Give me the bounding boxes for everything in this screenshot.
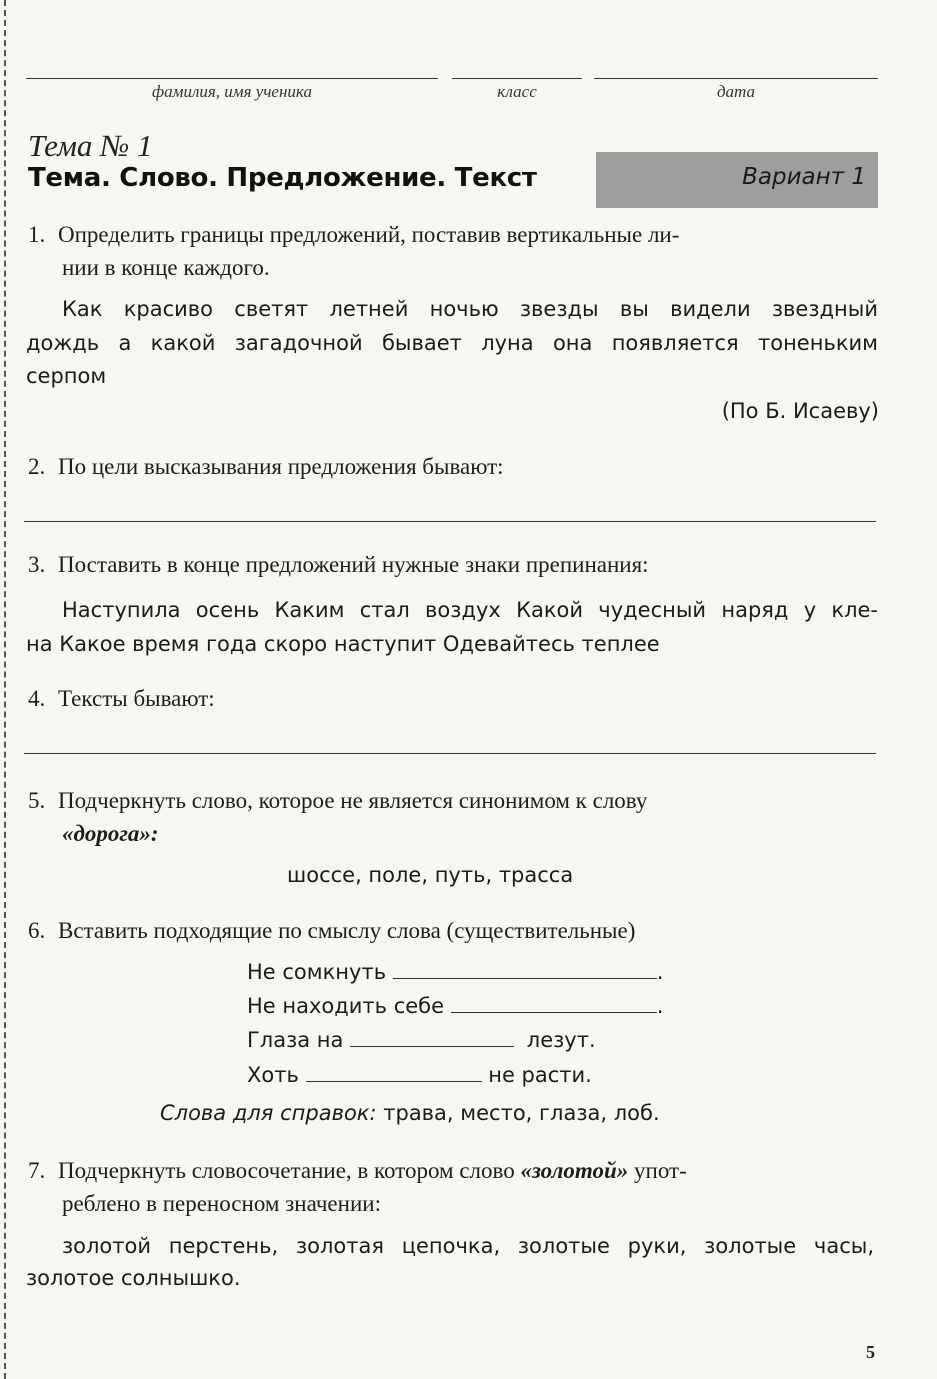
q1-text-line3: серпом bbox=[26, 364, 107, 388]
class-caption: класс bbox=[497, 82, 537, 101]
question-7-keyword: «золотой» bbox=[520, 1158, 629, 1183]
phrase-3-end: лезут. bbox=[526, 1028, 596, 1052]
question-5-line1: Подчеркнуть слово, которое не является синонимом к слову bbox=[58, 788, 648, 813]
student-name-line[interactable] bbox=[26, 78, 438, 79]
variant-badge bbox=[596, 152, 878, 208]
class-line[interactable] bbox=[452, 78, 582, 79]
answer-line-2[interactable] bbox=[24, 521, 876, 522]
question-6-number: 6. bbox=[28, 918, 46, 943]
question-2 bbox=[28, 450, 880, 483]
q7-text-line1: золотой перстень, золотая цепочка, золотые руки, золотые часы, bbox=[62, 1234, 874, 1258]
phrase-row-2 bbox=[247, 994, 663, 1018]
q5-words: шоссе, поле, путь, трасса bbox=[287, 863, 574, 887]
hint-label: Слова для справок: bbox=[160, 1101, 377, 1125]
topic-number: Тема № 1 bbox=[28, 128, 153, 163]
question-4 bbox=[28, 682, 880, 715]
question-5-number: 5. bbox=[28, 788, 46, 813]
answer-line-4[interactable] bbox=[24, 753, 876, 754]
hint-line bbox=[160, 1101, 660, 1125]
question-4-text: Тексты бывают: bbox=[58, 686, 215, 711]
phrase-row-1 bbox=[247, 960, 663, 984]
question-7-line1b: упот- bbox=[634, 1158, 687, 1183]
q1-author: (По Б. Исаеву) bbox=[721, 399, 879, 423]
phrase-row-4 bbox=[247, 1063, 592, 1087]
question-7-line2: реблено в переносном значении: bbox=[62, 1191, 381, 1216]
phrase-1-dot: . bbox=[656, 960, 664, 984]
q1-text-line1: Как красиво светят летней ночью звезды вы видели звездный bbox=[62, 297, 878, 321]
question-5 bbox=[28, 784, 880, 817]
q7-text-line2: золотое солнышко. bbox=[26, 1266, 241, 1290]
question-1-line2: нии в конце каждого. bbox=[62, 255, 270, 280]
question-4-number: 4. bbox=[28, 686, 46, 711]
topic-title: Тема. Слово. Предложение. Текст bbox=[28, 163, 537, 193]
phrase-1-blank[interactable] bbox=[393, 960, 657, 979]
phrase-3-blank[interactable] bbox=[350, 1028, 514, 1047]
student-name-caption: фамилия, имя ученика bbox=[152, 82, 312, 101]
variant-label: Вариант 1 bbox=[742, 164, 866, 190]
question-2-number: 2. bbox=[28, 454, 46, 479]
question-2-text: По цели высказывания предложения бывают: bbox=[58, 454, 504, 479]
phrase-4-end: не расти. bbox=[488, 1063, 592, 1087]
q3-text-line2: на Какое время года скоро наступит Одевайтесь теплее bbox=[26, 632, 660, 656]
cut-line bbox=[4, 0, 6, 1379]
phrase-1-text: Не сомкнуть bbox=[247, 960, 387, 984]
hint-words: трава, место, глаза, лоб. bbox=[383, 1101, 660, 1125]
question-1-line1: Определить границы предложений, поставив вертикальные ли- bbox=[58, 222, 680, 247]
q1-text-line2: дождь а какой загадочной бывает луна она появляется тоненьким bbox=[26, 331, 878, 355]
phrase-2-text: Не находить себе bbox=[247, 994, 445, 1018]
question-5-keyword: «дорога»: bbox=[62, 821, 159, 846]
question-1-number: 1. bbox=[28, 222, 46, 247]
question-7-number: 7. bbox=[28, 1158, 46, 1183]
phrase-4-text: Хоть bbox=[247, 1063, 299, 1087]
phrase-3-text: Глаза на bbox=[247, 1028, 344, 1052]
question-1 bbox=[28, 218, 880, 251]
q3-text-line1: Наступила осень Каким стал воздух Какой чудесный наряд у кле- bbox=[62, 598, 878, 622]
phrase-2-dot: . bbox=[656, 994, 664, 1018]
date-caption: дата bbox=[716, 82, 756, 101]
question-7-line1a: Подчеркнуть словосочетание, в котором слово bbox=[58, 1158, 515, 1183]
question-7 bbox=[28, 1154, 880, 1187]
date-line[interactable] bbox=[594, 78, 878, 79]
phrase-row-3 bbox=[247, 1028, 596, 1052]
question-3-number: 3. bbox=[28, 552, 46, 577]
question-6 bbox=[28, 914, 880, 947]
page-number: 5 bbox=[866, 1342, 875, 1362]
phrase-2-blank[interactable] bbox=[451, 994, 657, 1013]
question-3 bbox=[28, 548, 880, 581]
question-3-text: Поставить в конце предложений нужные знаки препинания: bbox=[58, 552, 649, 577]
phrase-4-blank[interactable] bbox=[306, 1063, 482, 1082]
question-6-text: Вставить подходящие по смыслу слова (существительные) bbox=[58, 918, 636, 943]
